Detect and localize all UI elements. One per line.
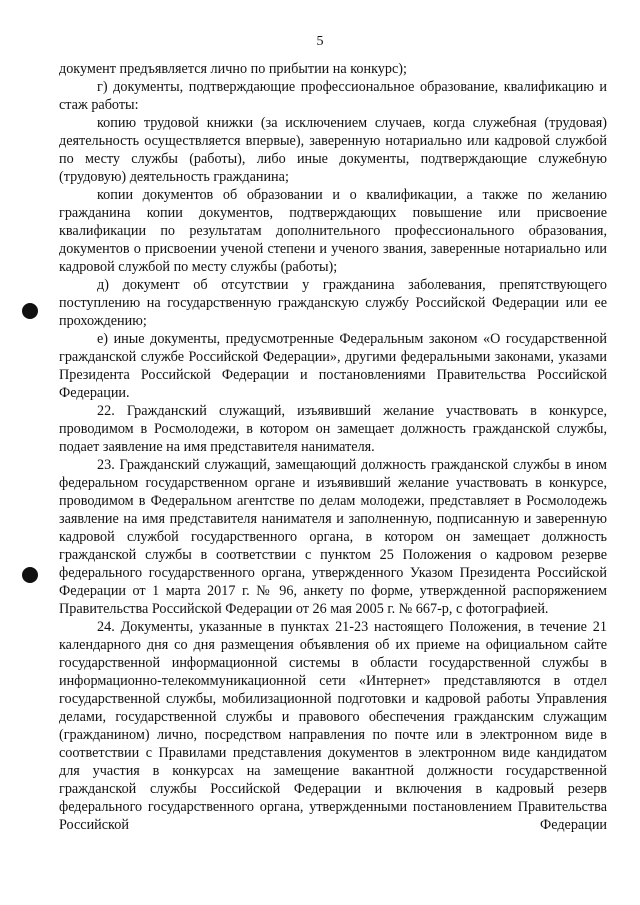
paragraph-item-e: е) иные документы, предусмотренные Федеральным законом «О государственной гражданской службе Российской Федерации», другими федеральными законами, указами Президента Российской Федерации и постановлениями Правительства Российской Федерации. bbox=[59, 331, 607, 401]
paragraph-work-book: копию трудовой книжки (за исключением случаев, когда служебная (трудовая) деятельность осуществляется впервые), заверенную нотариально или кадровой службой по месту службы (работы), либо иные документы, подтверждающие служебную (трудовую) деятельность гражданина; bbox=[59, 115, 607, 185]
paragraph-continuation: документ предъявляется лично по прибытии на конкурс); bbox=[59, 61, 407, 77]
paragraph-education-docs: копии документов об образовании и о квалификации, а также по желанию гражданина копии документов, подтверждающих повышение или присвоение квалификации по результатам дополнительного профессионального образования, документов о присвоении ученой степени и ученого звания, заверенные нотариально или кадровой службой по месту службы (работы); bbox=[59, 187, 607, 275]
paragraph-item-d: д) документ об отсутствии у гражданина заболевания, препятствующего поступлению на государственную гражданскую службу Российской Федерации или ее прохождению; bbox=[59, 277, 607, 329]
paragraph-22: 22. Гражданский служащий, изъявивший желание участвовать в конкурсе, проводимом в Росмолодежи, в котором он замещает должность гражданской службы, подает заявление на имя представителя нанимателя. bbox=[59, 403, 607, 455]
punch-hole-top bbox=[22, 303, 38, 319]
punch-hole-bottom bbox=[22, 567, 38, 583]
paragraph-23: 23. Гражданский служащий, замещающий должность гражданской службы в ином федеральном государственном органе и изъявивший желание участвовать в конкурсе, проводимом в Федеральном агентстве по делам молодежи, представляет в Росмолодежь заявление на имя представителя нанимателя и заполненную, подписанную и заверенную кадровой службой государственного органа, в котором он замещает должность гражданской службы в соответствии с пунктом 25 Положения о кадровом резерве федерального государственного органа, утвержденного Указом Президента Российской Федерации от 1 марта 2017 г. № 96, анкету по форме, утвержденной распоряжением Правительства Российской Федерации от 26 мая 2005 г. № 667-р, с фотографией. bbox=[59, 457, 607, 617]
paragraph-24: 24. Документы, указанные в пунктах 21-23 настоящего Положения, в течение 21 календарного дня со дня размещения объявления об их приеме на официальном сайте государственной информационной системы в области государственной службы в информационно-телекоммуникационной сети «Интернет» представляются в отдел государственной службы, мобилизационной подготовки и кадровой работы Управления делами, государственной службы и правового обеспечения гражданским служащим (гражданином) лично, посредством направления по почте или в электронном виде в соответствии с Правилами представления документов в электронном виде кандидатом для участия в конкурсах на замещение вакантной должности государственной гражданской службы Российской Федерации и включения в кадровый резерв федерального государственного органа, утвержденными постановлением Правительства Российской Федерации bbox=[59, 619, 607, 833]
document-body bbox=[59, 60, 607, 834]
paragraph-item-g: г) документы, подтверждающие профессиональное образование, квалификацию и стаж работы: bbox=[59, 79, 607, 113]
page-number: 5 bbox=[316, 34, 324, 49]
